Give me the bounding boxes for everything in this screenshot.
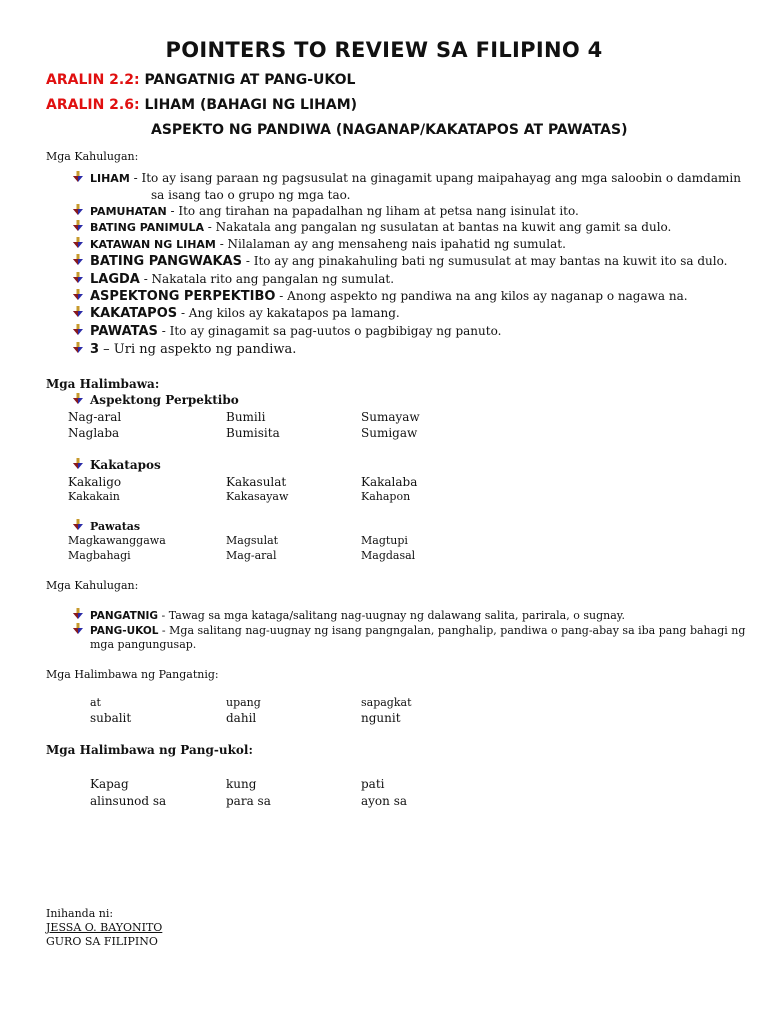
def-3: 3 – Uri ng aspekto ng pandiwa. (72, 342, 296, 357)
list-item: ayon sa (361, 794, 408, 808)
def-pang-ukol: PANG-UKOL - Mga salitang nag-uugnay ng isang pangngalan, panghalip, pandiwa o pang-abay sa iba pang bahagi ng (72, 623, 745, 637)
list-item: Sumigaw (361, 426, 418, 440)
list-item: Magkawanggawa (68, 534, 166, 547)
list-item: Kakalaba (361, 475, 418, 489)
list-item: ngunit (361, 711, 401, 725)
arrow-bullet-icon (72, 324, 84, 336)
aralin-2-6 (46, 97, 357, 113)
list-item: alinsunod sa (90, 794, 167, 808)
arrow-bullet-icon (72, 342, 84, 354)
list-item: Magdasal (361, 549, 416, 562)
group-kakatapos: Kakatapos (72, 458, 161, 472)
list-item: pati (361, 777, 385, 791)
list-item: Kakakain (68, 490, 120, 503)
aralin-2-2-text: PANGATNIG AT PANG-UKOL (144, 72, 356, 88)
list-item: Magsulat (226, 534, 279, 547)
halimbawa-heading: Mga Halimbawa: (46, 377, 160, 391)
def-lagda: LAGDA - Nakatala rito ang pangalan ng sumulat. (72, 272, 394, 287)
arrow-bullet-icon (72, 306, 84, 318)
arrow-bullet-icon (72, 272, 84, 284)
group-aspektong-perpektibo: Aspektong Perpektibo (72, 393, 239, 407)
prepared-by-label: Inihanda ni: (46, 907, 114, 920)
author-name: JESSA O. BAYONITO (46, 921, 163, 934)
arrow-bullet-icon (72, 458, 84, 470)
page-title: POINTERS TO REVIEW SA FILIPINO 4 (165, 38, 603, 62)
aralin-2-2-label: ARALIN 2.2: (46, 72, 140, 88)
kahulugan-heading-1: Mga Kahulugan: (46, 150, 139, 163)
list-item: dahil (226, 711, 257, 725)
list-item: Bumisita (226, 426, 280, 440)
kahulugan-heading-2: Mga Kahulugan: (46, 579, 139, 592)
list-item: upang (226, 696, 261, 709)
arrow-bullet-icon (72, 393, 84, 405)
def-katawan-ng-liham: KATAWAN NG LIHAM - Nilalaman ay ang mensaheng nais ipahatid ng sumulat. (72, 237, 566, 251)
arrow-bullet-icon (72, 623, 84, 635)
group-pawatas: Pawatas (72, 519, 140, 533)
author-role: GURO SA FILIPINO (46, 935, 158, 948)
list-item: Bumili (226, 410, 266, 424)
list-item: Mag-aral (226, 549, 277, 562)
list-item: Nag-aral (68, 410, 122, 424)
arrow-bullet-icon (72, 237, 84, 249)
def-liham-cont: sa isang tao o grupo ng mga tao. (151, 188, 351, 202)
pangukol-heading: Mga Halimbawa ng Pang-ukol: (46, 743, 253, 757)
list-item: kung (226, 777, 257, 791)
arrow-bullet-icon (72, 220, 84, 232)
list-item: Kakasulat (226, 475, 287, 489)
list-item: Kakaligo (68, 475, 122, 489)
aralin-2-6-label: ARALIN 2.6: (46, 97, 140, 113)
def-pang-ukol-cont: mga pangungusap. (90, 638, 197, 651)
arrow-bullet-icon (72, 519, 84, 531)
list-item: Kakasayaw (226, 490, 289, 503)
aralin-2-6-subtitle: ASPEKTO NG PANDIWA (NAGANAP/KAKATAPOS AT PAWATAS) (151, 122, 628, 138)
list-item: Sumayaw (361, 410, 420, 424)
arrow-bullet-icon (72, 608, 84, 620)
def-pangatnig: PANGATNIG - Tawag sa mga kataga/salitang nag-uugnay ng dalawang salita, parirala, o sugnay. (72, 608, 625, 622)
list-item: Kahapon (361, 490, 411, 503)
list-item: Magtupi (361, 534, 408, 547)
list-item: subalit (90, 711, 132, 725)
arrow-bullet-icon (72, 254, 84, 266)
pangatnig-heading: Mga Halimbawa ng Pangatnig: (46, 668, 219, 681)
list-item: Kapag (90, 777, 129, 791)
arrow-bullet-icon (72, 204, 84, 216)
arrow-bullet-icon (72, 171, 84, 183)
def-pamuhatan: PAMUHATAN - Ito ang tirahan na papadalhan ng liham at petsa nang isinulat ito. (72, 204, 579, 218)
def-bating-panimula: BATING PANIMULA - Nakatala ang pangalan ng susulatan at bantas na kuwit ang gamit sa dulo. (72, 220, 671, 234)
def-bating-pangwakas: BATING PANGWAKAS - Ito ay ang pinakahuling bati ng sumusulat at may bantas na kuwit ito sa dulo. (72, 254, 727, 269)
list-item: Naglaba (68, 426, 120, 440)
aralin-2-6-text: LIHAM (BAHAGI NG LIHAM) (144, 97, 358, 113)
list-item: sapagkat (361, 696, 412, 709)
list-item: Magbahagi (68, 549, 131, 562)
def-kakatapos: KAKATAPOS - Ang kilos ay kakatapos pa lamang. (72, 306, 400, 321)
aralin-2-2 (46, 72, 355, 88)
list-item: para sa (226, 794, 271, 808)
list-item: at (90, 696, 101, 709)
def-pawatas: PAWATAS - Ito ay ginagamit sa pag-uutos o pagbibigay ng panuto. (72, 324, 501, 339)
def-aspektong-perpektibo: ASPEKTONG PERPEKTIBO - Anong aspekto ng pandiwa na ang kilos ay naganap o nagawa na. (72, 289, 688, 304)
arrow-bullet-icon (72, 289, 84, 301)
def-liham: LIHAM - Ito ay isang paraan ng pagsusulat na ginagamit upang maipahayag ang mga saloobin o damdamin (72, 171, 741, 185)
